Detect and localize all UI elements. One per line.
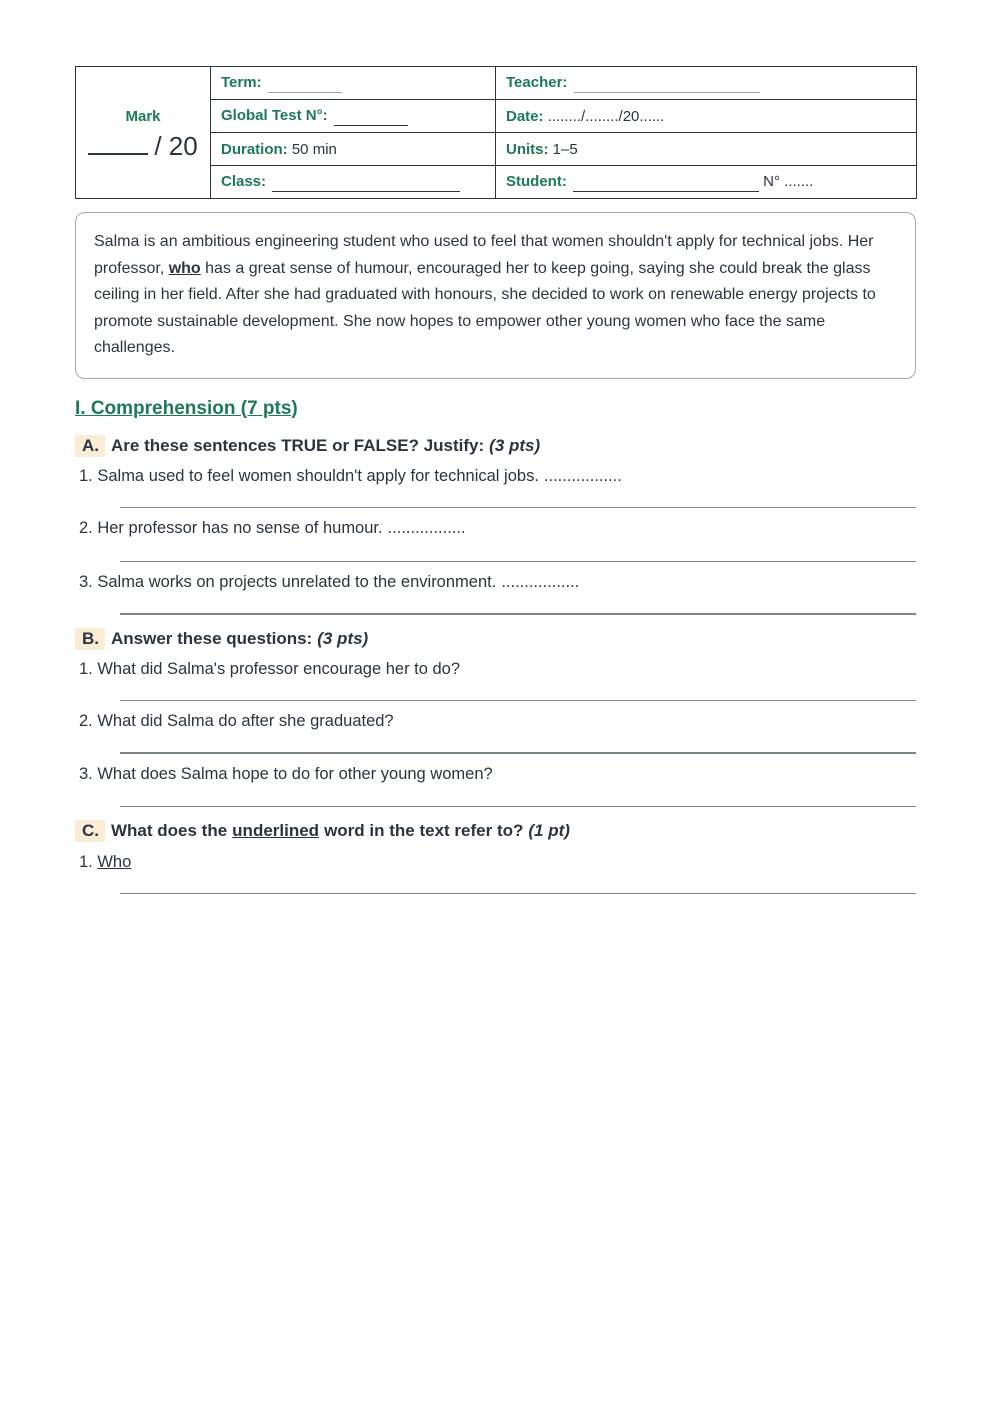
answer-line-a3[interactable] xyxy=(120,613,916,615)
term-cell xyxy=(211,67,496,100)
teacher-cell xyxy=(496,67,917,100)
subsection-b-heading xyxy=(75,628,916,650)
subsection-b-points: (3 pts) xyxy=(317,628,369,648)
question-a1: 1. Salma used to feel women shouldn't apply for technical jobs. ................. xyxy=(79,466,622,485)
answer-dots-a1[interactable]: ................. xyxy=(543,466,622,485)
question-b1: 1. What did Salma's professor encourage her to do? xyxy=(79,659,461,678)
mark-label: Mark xyxy=(125,107,161,125)
units-cell xyxy=(496,133,917,166)
passage-text-before: Salma is an ambitious engineering student who used to feel that women shouldn't apply for technical jobs. Her professor, xyxy=(94,233,874,277)
subsection-c-heading xyxy=(75,820,916,842)
units-label: Units: xyxy=(506,140,549,158)
test-number-cell xyxy=(211,100,496,133)
mark-score xyxy=(76,131,210,162)
exam-page xyxy=(75,66,916,894)
student-field[interactable] xyxy=(573,190,759,192)
mark-blank[interactable] xyxy=(88,153,148,155)
teacher-label: Teacher: xyxy=(506,73,568,91)
student-label: Student: xyxy=(506,172,567,190)
student-number[interactable]: N° ....... xyxy=(763,172,814,190)
answer-line-a2[interactable] xyxy=(120,561,916,562)
date-cell xyxy=(496,100,917,133)
answer-dots-a3[interactable]: ................. xyxy=(501,572,580,591)
question-a3: 3. Salma works on projects unrelated to the environment. ................. xyxy=(79,572,580,591)
duration-value: 50 min xyxy=(291,140,337,158)
mark-total: / 20 xyxy=(154,130,198,161)
term-label: Term: xyxy=(221,73,262,91)
header-table xyxy=(75,66,917,199)
passage-text-after: has a great sense of humour, encouraged her to keep going, saying she could break the glass ceiling in her field. After she had graduated with honours, she decided to work on renewable energy projects to promote sustainable development. She now hopes to empower other young women who face the same challenges. xyxy=(94,259,876,356)
question-b2: 2. What did Salma do after she graduated? xyxy=(79,711,394,730)
class-label: Class: xyxy=(221,172,267,190)
subsection-c-text-before: What does the xyxy=(111,820,228,840)
student-cell xyxy=(496,166,917,199)
class-cell xyxy=(211,166,496,199)
teacher-field[interactable] xyxy=(574,91,760,93)
subsection-c-underlined: underlined xyxy=(232,820,320,840)
test-number-label: Global Test N°: xyxy=(221,106,328,124)
subsection-c-points: (1 pt) xyxy=(528,820,570,840)
subsection-b-text: Answer these questions: xyxy=(111,628,313,648)
answer-line-b2[interactable] xyxy=(120,752,916,754)
question-c1 xyxy=(79,853,916,872)
duration-label: Duration: xyxy=(221,140,288,158)
subsection-a-points: (3 pts) xyxy=(489,435,541,455)
section-title: I. Comprehension (7 pts) xyxy=(75,397,298,419)
subsection-a-heading xyxy=(75,435,916,457)
subsection-c-text-after: word in the text refer to? xyxy=(324,820,524,840)
question-c1-number: 1. xyxy=(79,852,93,871)
subsection-a-text: Are these sentences TRUE or FALSE? Justify: xyxy=(111,435,485,455)
date-label: Date: xyxy=(506,107,544,125)
term-field[interactable] xyxy=(268,91,342,93)
test-number-field[interactable] xyxy=(334,124,408,126)
mark-cell xyxy=(76,67,211,199)
reading-passage xyxy=(75,212,916,379)
answer-dots-a2[interactable]: ................. xyxy=(387,518,466,537)
answer-line-a1[interactable] xyxy=(120,507,916,508)
passage-keyword: who xyxy=(168,259,201,277)
subsection-c-tag: C. xyxy=(75,820,105,842)
subsection-a-tag: A. xyxy=(75,435,105,457)
question-a2: 2. Her professor has no sense of humour. ................. xyxy=(79,518,466,537)
answer-line-b3[interactable] xyxy=(120,806,916,807)
question-c1-word: Who xyxy=(97,852,132,871)
units-value: 1–5 xyxy=(552,140,578,158)
question-b3: 3. What does Salma hope to do for other young women? xyxy=(79,764,493,783)
subsection-b-tag: B. xyxy=(75,628,105,650)
date-value[interactable]: ......../......../20...... xyxy=(547,107,665,125)
answer-line-c1[interactable] xyxy=(120,893,916,894)
duration-cell xyxy=(211,133,496,166)
answer-line-b1[interactable] xyxy=(120,700,916,701)
class-field[interactable] xyxy=(272,190,460,192)
